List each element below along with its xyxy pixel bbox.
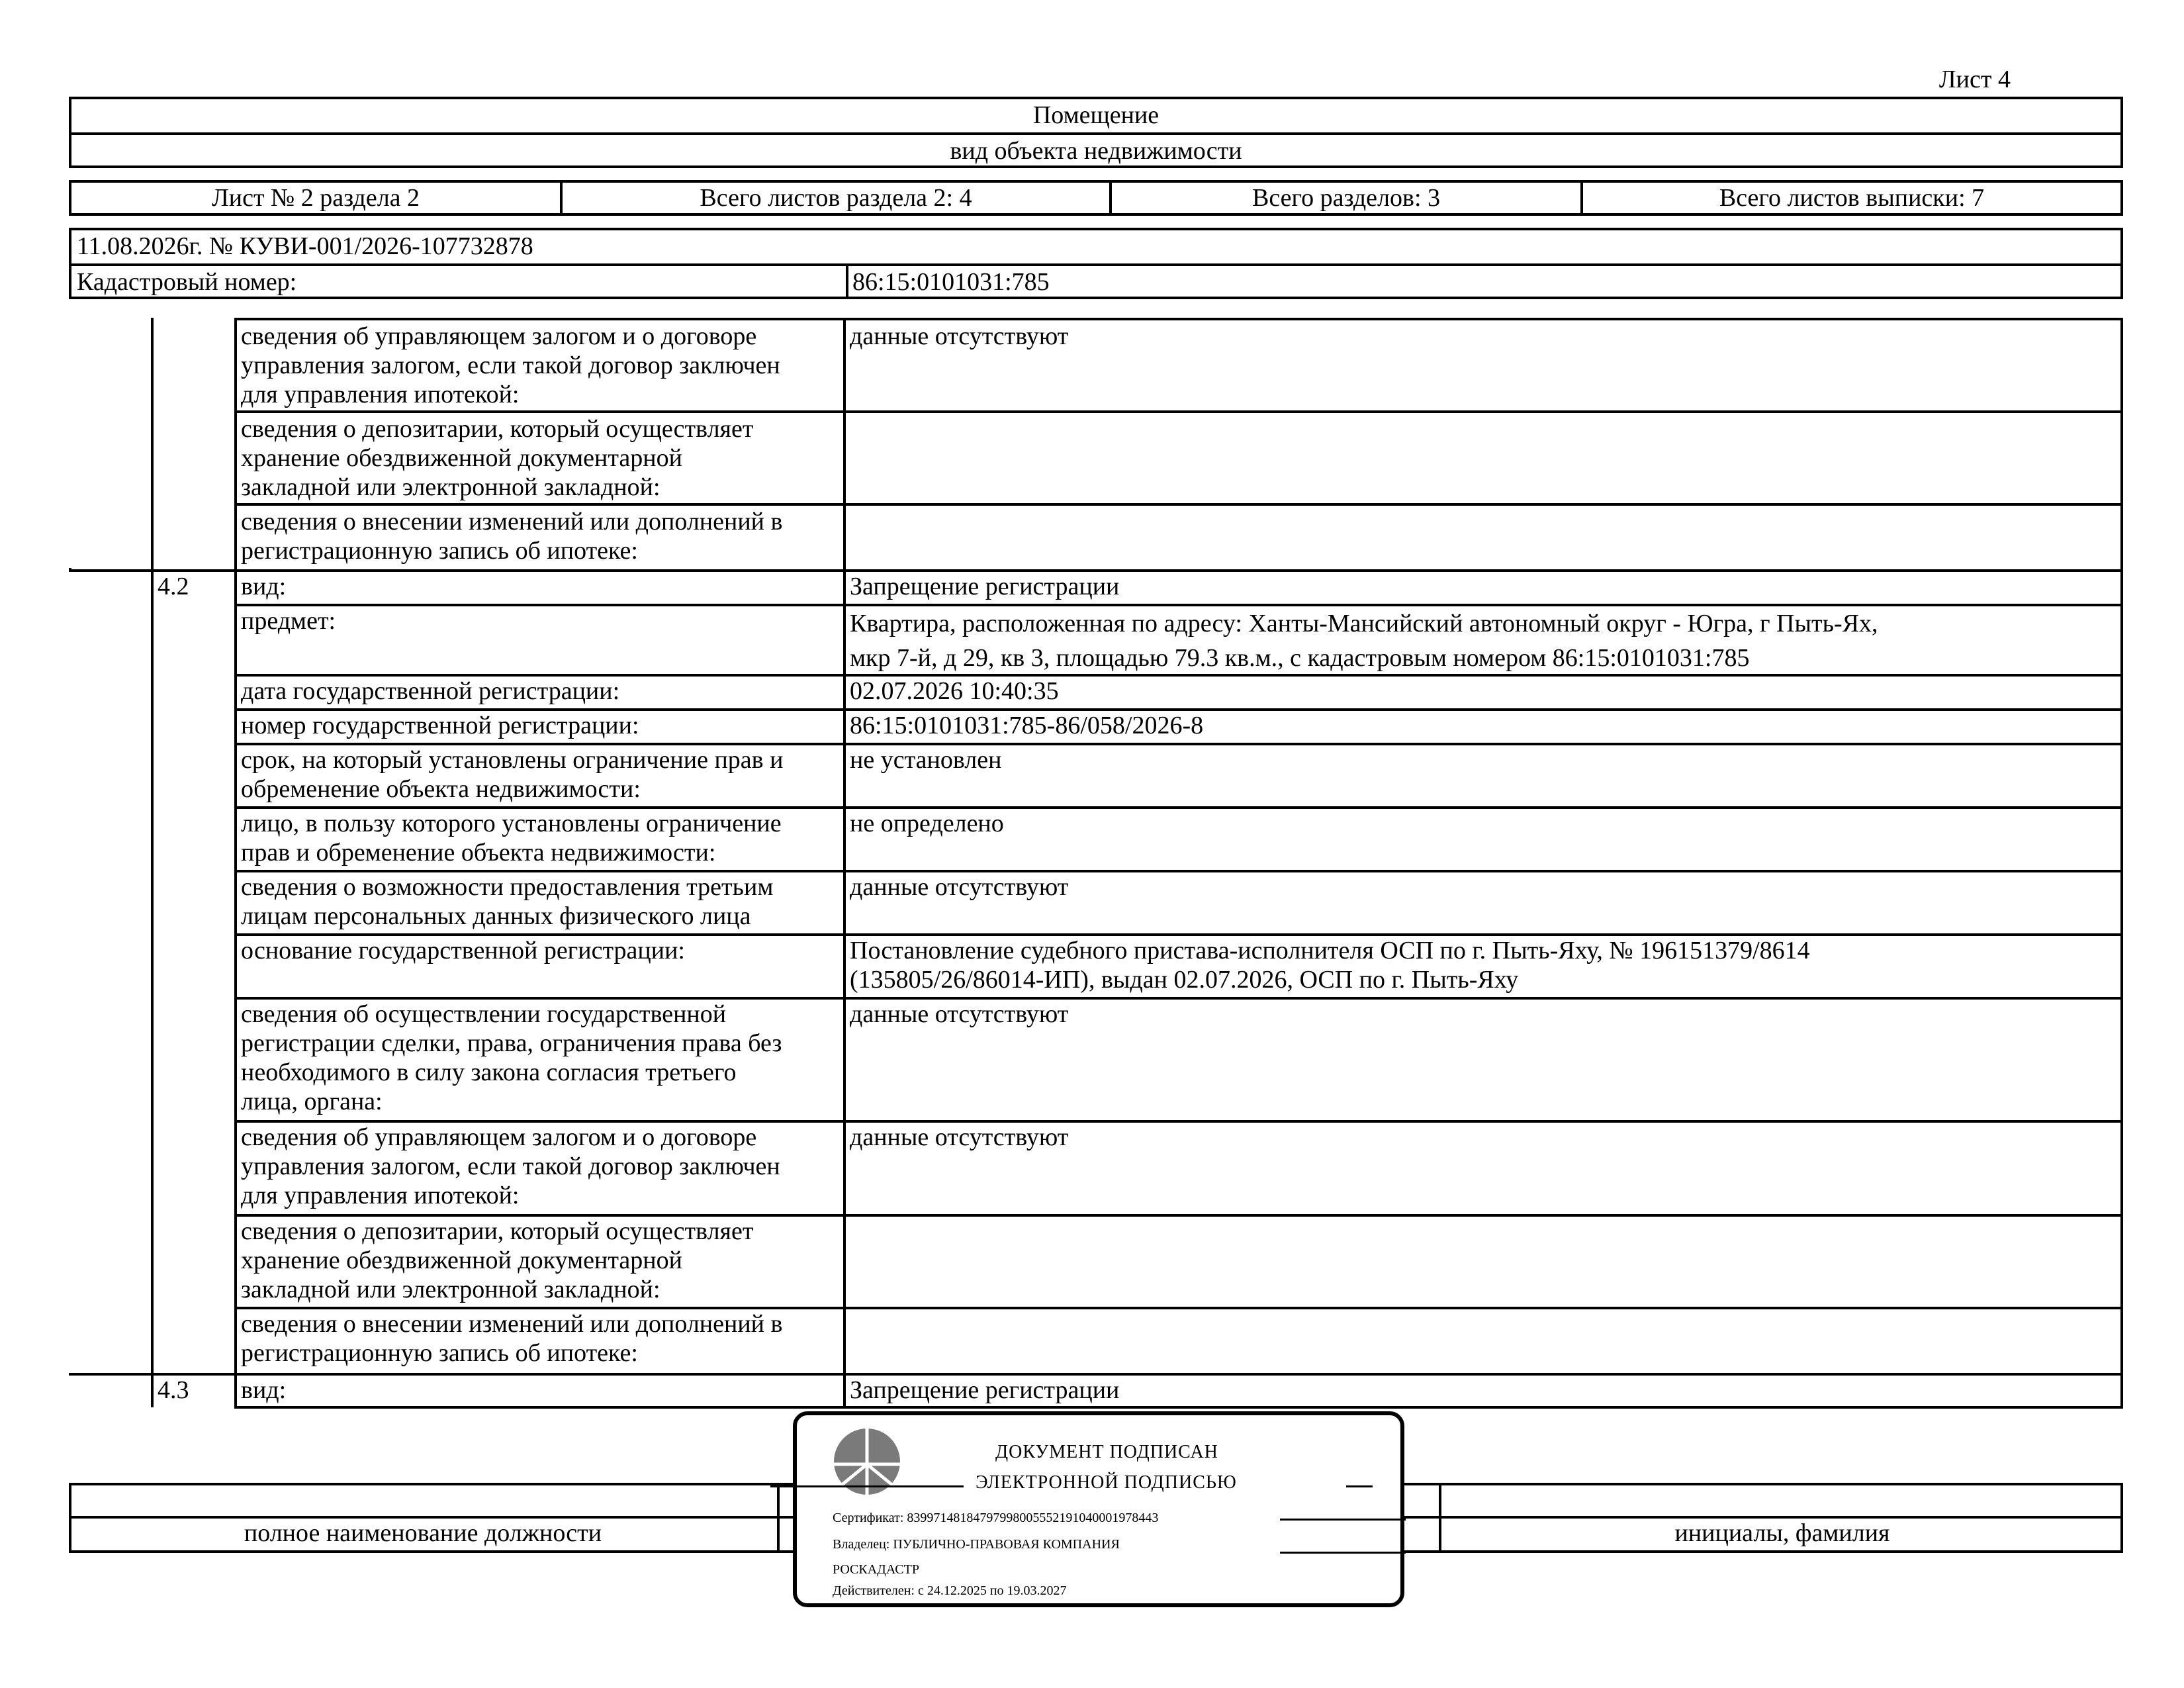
row-number: 4.3 <box>158 1376 189 1404</box>
object-type-header <box>69 97 2123 168</box>
cadastral-number: 86:15:0101031:785 <box>852 268 1050 296</box>
field-value: данные отсутствуют <box>850 322 1069 350</box>
object-type-caption: вид объекта недвижимости <box>950 137 1242 165</box>
field-value: Постановление судебного пристава-исполнителя ОСП по г. Пыть-Яху, № 196151379/8614 (135805/26/86014-ИП), выдан 02.07.2026, ОСП по г. Пыть-Яху <box>850 937 1810 994</box>
field-value: 86:15:0101031:785-86/058/2026-8 <box>850 712 1204 739</box>
field-value: Запрещение регистрации <box>850 573 1120 600</box>
total-sheets-section: Всего листов раздела 2: 4 <box>563 183 1112 213</box>
field-value: Квартира, расположенная по адресу: Ханты-Мансийский автономный округ - Югра, г Пыть-Ях, мкр 7-й, д 29, кв 3, площадью 79.3 кв.м., с кадастровым номером 86:15:0101031:785 <box>850 610 1878 672</box>
field-label: сведения об управляющем залогом и о договоре управления залогом, если такой договор заключен для управления ипотекой: <box>241 1123 780 1209</box>
field-label: вид: <box>241 1376 287 1404</box>
total-sheets-extract: Всего листов выписки: 7 <box>1719 184 1985 212</box>
sheet-info-row <box>69 180 2123 216</box>
position-caption: полное наименование должности <box>244 1519 602 1547</box>
field-label: вид: <box>241 573 287 600</box>
document-date-number: 11.08.2026г. № КУВИ-001/2026-107732878 <box>77 232 533 260</box>
document-info <box>69 228 2123 299</box>
field-label: сведения о депозитарии, который осуществляет хранение обездвиженной документарной закладной или электронной закладной: <box>241 415 754 501</box>
field-value: данные отсутствуют <box>850 873 1069 901</box>
field-label: сведения о внесении изменений или дополнений в регистрационную запись об ипотеке: <box>241 1310 783 1367</box>
sheet-label: Лист 4 <box>1938 66 2011 93</box>
field-label: сведения о внесении изменений или дополнений в регистрационную запись об ипотеке: <box>241 508 783 565</box>
field-value: Запрещение регистрации <box>850 1376 1120 1404</box>
field-label: предмет: <box>241 607 336 635</box>
name-caption: инициалы, фамилия <box>1674 1519 1890 1547</box>
field-value: данные отсутствуют <box>850 1000 1069 1028</box>
electronic-signature-stamp <box>793 1411 1404 1607</box>
stamp-certificate: Сертификат: 839971481847979980055521910400019784​43 <box>833 1511 1159 1525</box>
field-label: номер государственной регистрации: <box>241 712 639 739</box>
row-number: 4.2 <box>158 573 189 600</box>
cadastral-label: Кадастровый номер: <box>77 268 297 296</box>
stamp-owner: Владелец: ПУБЛИЧНО-ПРАВОВАЯ КОМПАНИЯ <box>833 1537 1120 1552</box>
object-type: Помещение <box>1032 101 1160 129</box>
field-label: сведения о депозитарии, который осуществляет хранение обездвиженной документарной закладной или электронной закладной: <box>241 1217 754 1303</box>
field-value: 02.07.2026 10:40:35 <box>850 677 1059 705</box>
sheet-of-section: Лист № 2 раздела 2 <box>71 183 563 213</box>
encumbrance-table <box>69 318 2123 1407</box>
field-value: не определено <box>850 810 1004 837</box>
field-label: дата государственной регистрации: <box>241 677 620 705</box>
field-label: срок, на который установлены ограничение прав и обременение объекта недвижимости: <box>241 746 784 803</box>
stamp-title-1: ДОКУМЕНТ ПОДПИСАН <box>995 1442 1218 1462</box>
field-label: сведения о возможности предоставления третьим лицам персональных данных физического лица <box>241 873 774 930</box>
total-sections: Всего разделов: 3 <box>1112 183 1583 213</box>
field-value: не установлен <box>850 746 1002 774</box>
stamp-validity: Действителен: с 24.12.2025 по 19.03.2027 <box>833 1583 1067 1598</box>
field-label: сведения об осуществлении государственной регистрации сделки, права, ограничения права без необходимого в силу закона согласия третьего лица, органа: <box>241 1000 782 1115</box>
field-label: сведения об управляющем залогом и о договоре управления залогом, если такой договор заключен для управления ипотекой: <box>241 322 780 408</box>
stamp-owner-org: РОСКАДАСТР <box>833 1562 919 1577</box>
stamp-title-2: ЭЛЕКТРОННОЙ ПОДПИСЬЮ <box>976 1472 1237 1493</box>
field-label: лицо, в пользу которого установлены ограничение прав и обременение объекта недвижимости: <box>241 810 782 867</box>
field-value: данные отсутствуют <box>850 1123 1069 1151</box>
field-label: основание государственной регистрации: <box>241 937 685 964</box>
